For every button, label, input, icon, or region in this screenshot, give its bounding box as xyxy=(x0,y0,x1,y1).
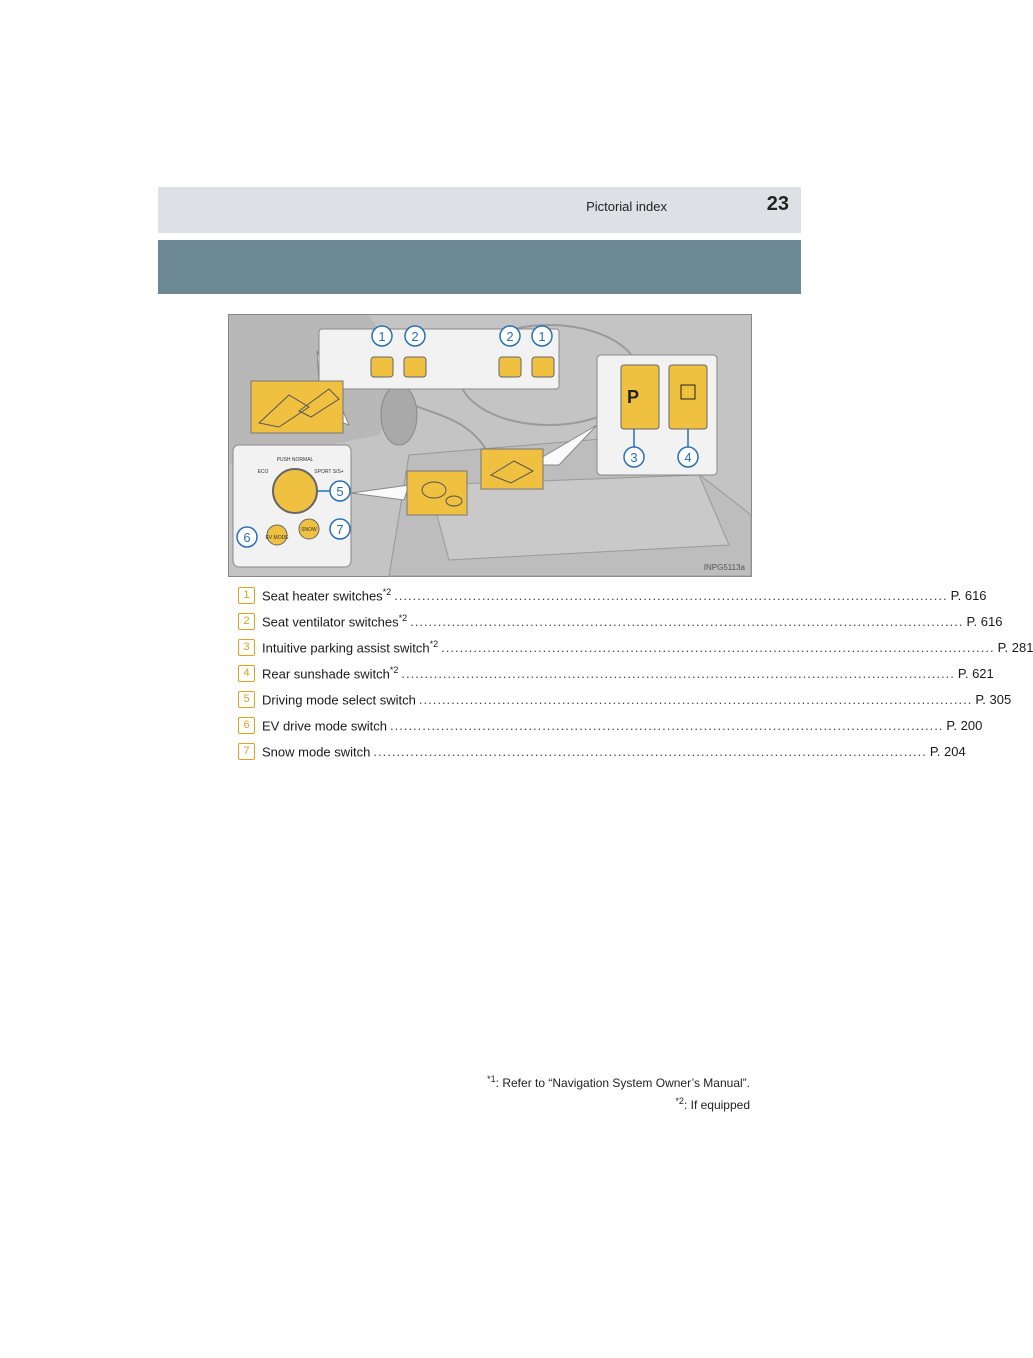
item-mark: *2 xyxy=(398,612,408,623)
item-label xyxy=(262,691,416,707)
item-number-badge: 1 xyxy=(238,587,255,604)
item-number-badge: 5 xyxy=(238,691,255,708)
dial-label-snow: SNOW xyxy=(301,527,317,533)
item-label xyxy=(262,587,391,603)
page-reference[interactable]: P. 616 xyxy=(950,587,987,603)
index-item xyxy=(238,712,983,738)
title-band xyxy=(158,240,801,294)
item-mark: *2 xyxy=(429,638,439,649)
index-item xyxy=(238,582,987,608)
item-label xyxy=(262,639,438,655)
callout-label: 1 xyxy=(378,329,386,344)
callout-label: 2 xyxy=(411,329,419,344)
item-label-text: Seat ventilator switches xyxy=(262,614,399,630)
item-label-text: Intuitive parking assist switch xyxy=(262,640,430,656)
index-item xyxy=(238,686,1012,712)
page-reference[interactable]: P. 200 xyxy=(946,717,983,733)
dial-label-sport: SPORT S/S+ xyxy=(314,469,344,475)
section-title: Pictorial index xyxy=(586,199,667,214)
console-illustration xyxy=(228,314,752,577)
item-label xyxy=(262,717,387,733)
dot-leader: ........................................................................................................................ xyxy=(441,639,995,655)
callout-label: 6 xyxy=(243,530,251,545)
page-reference[interactable]: P. 204 xyxy=(929,743,966,759)
dial-label-eco: ECO xyxy=(257,469,269,475)
item-label xyxy=(262,613,407,629)
item-label-text: Rear sunshade switch xyxy=(262,666,390,682)
svg-text:P: P xyxy=(627,387,640,407)
dot-leader: ........................................................................................................................ xyxy=(410,613,964,629)
callout-label: 1 xyxy=(538,329,546,344)
page-reference[interactable]: P. 305 xyxy=(975,691,1012,707)
item-number-badge: 6 xyxy=(238,717,255,734)
dial-label-push-normal: PUSH NORMAL xyxy=(276,457,314,463)
page-header xyxy=(158,187,801,233)
index-list xyxy=(238,582,1033,764)
dot-leader: ........................................................................................................................ xyxy=(373,743,927,759)
page-reference[interactable]: P. 616 xyxy=(966,613,1003,629)
page-number: 23 xyxy=(766,193,789,215)
console-drawing xyxy=(229,315,751,576)
footnote-text: : Refer to “Navigation System Owner’s Manual”. xyxy=(495,1076,750,1090)
item-number-badge: 2 xyxy=(238,613,255,630)
item-label-text: Snow mode switch xyxy=(262,744,371,760)
index-item xyxy=(238,634,1033,660)
dot-leader: ........................................................................................................................ xyxy=(418,691,973,707)
dot-leader: ........................................................................................................................ xyxy=(394,587,948,603)
callout-label: 7 xyxy=(336,522,344,537)
dot-leader: ........................................................................................................................ xyxy=(401,665,955,681)
page-reference[interactable]: P. 281 xyxy=(997,639,1033,655)
item-number-badge: 7 xyxy=(238,743,255,760)
footnote-text: : If equipped xyxy=(683,1098,750,1112)
dot-leader: ........................................................................................................................ xyxy=(390,717,944,733)
index-item xyxy=(238,608,1003,634)
footnote-mark: *1 xyxy=(487,1074,496,1084)
index-item xyxy=(238,660,994,686)
callout-label: 3 xyxy=(630,450,638,465)
item-label-text: EV drive mode switch xyxy=(262,718,387,734)
item-number-badge: 4 xyxy=(238,665,255,682)
item-label-text: Driving mode select switch xyxy=(262,692,416,708)
footnote-mark: *2 xyxy=(675,1096,684,1106)
footnote xyxy=(487,1070,750,1092)
callout-label: 4 xyxy=(684,450,692,465)
item-mark: *2 xyxy=(389,664,399,675)
item-label-text: Seat heater switches xyxy=(262,588,383,604)
figure-id: INPG5113a xyxy=(703,563,745,572)
item-mark: *2 xyxy=(382,586,392,597)
item-label xyxy=(262,665,398,681)
callout-label: 2 xyxy=(506,329,514,344)
page-reference[interactable]: P. 621 xyxy=(957,665,994,681)
footnotes xyxy=(487,1070,750,1114)
footnote xyxy=(487,1092,750,1114)
callout-label: 5 xyxy=(336,484,344,499)
item-number-badge: 3 xyxy=(238,639,255,656)
dial-label-ev: EV MODE xyxy=(265,535,289,541)
index-item xyxy=(238,738,966,764)
item-label xyxy=(262,743,370,759)
